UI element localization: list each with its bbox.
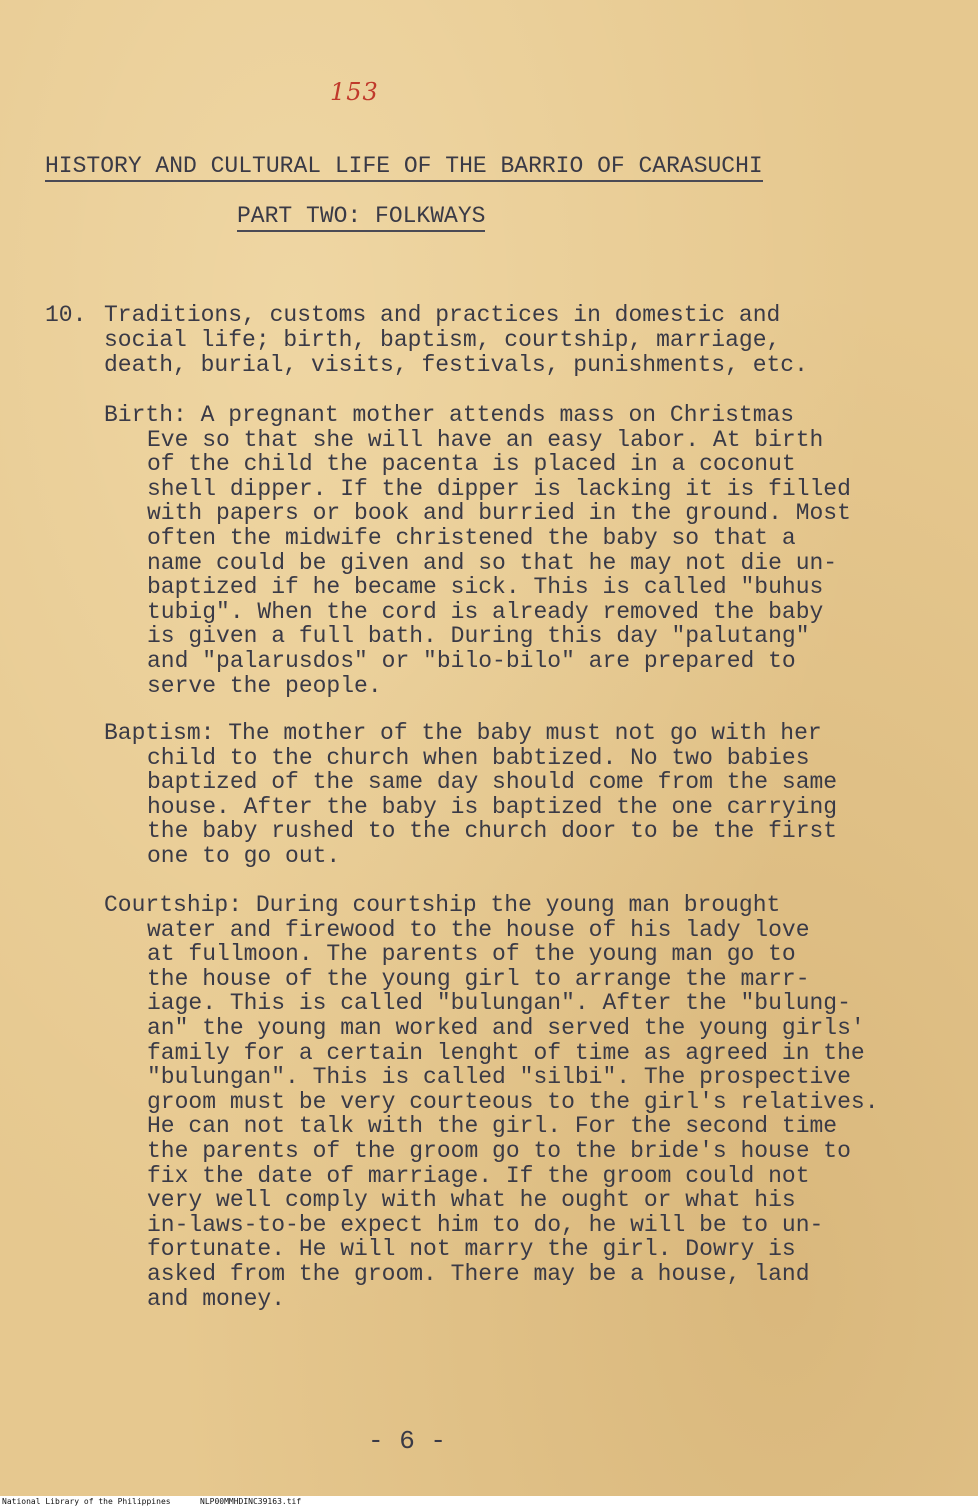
item-number: 10.	[45, 302, 87, 328]
paragraph-line: serve the people.	[147, 672, 382, 699]
paragraph-line: often the midwife christened the baby so that a	[147, 524, 796, 551]
handwritten-page-number: 153	[330, 78, 379, 106]
paragraph-line: water and firewood to the house of his lady love	[147, 916, 810, 943]
paragraph-line: asked from the groom. There may be a house, land	[147, 1260, 810, 1287]
paragraph-line: Birth: A pregnant mother attends mass on Christmas	[104, 402, 795, 428]
paragraph-line: house. After the baby is baptized the one carrying	[147, 793, 838, 820]
paragraph-line: the house of the young girl to arrange the marr-	[147, 965, 810, 992]
paragraph-line: an" the young man worked and served the young girls'	[147, 1014, 865, 1041]
paragraph-line: groom must be very courteous to the girl's relatives.	[147, 1088, 879, 1115]
paragraph-line: Baptism: The mother of the baby must not go with her	[104, 720, 822, 746]
paragraph-line: is given a full bath. During this day "palutang"	[147, 623, 810, 650]
item-heading-line: social life; birth, baptism, courtship, marriage,	[104, 327, 781, 353]
paragraph-line: Courtship: During courtship the young man brought	[104, 892, 781, 918]
file-id: NLP00MMHDINC39163.tif	[200, 1497, 302, 1506]
page-footer-number: - 6 -	[368, 1426, 447, 1456]
paragraph-line: the parents of the groom go to the bride's house to	[147, 1137, 851, 1164]
paragraph-line: and money.	[147, 1285, 286, 1312]
paragraph-line: baptized of the same day should come from the same	[147, 769, 838, 796]
paragraph-line: very well comply with what he ought or what his	[147, 1187, 796, 1214]
paragraph-line: Eve so that she will have an easy labor. At birth	[147, 426, 824, 453]
paragraph-line: fix the date of marriage. If the groom could not	[147, 1162, 810, 1189]
paragraph-line: in-laws-to-be expect him to do, he will be to un-	[147, 1211, 824, 1238]
item-heading	[104, 303, 808, 378]
paragraph-line: one to go out.	[147, 842, 341, 869]
item-heading-line: Traditions, customs and practices in domestic and	[104, 302, 781, 328]
archive-footer-strip	[0, 1496, 978, 1508]
paragraph-line: name could be given and so that he may not die un-	[147, 549, 838, 576]
paragraph-line: "bulungan". This is called "silbi". The prospective	[147, 1064, 851, 1091]
document-subtitle: PART TWO: FOLKWAYS	[237, 203, 485, 232]
document-title: HISTORY AND CULTURAL LIFE OF THE BARRIO OF CARASUCHI	[45, 153, 763, 182]
paragraph-line: He can not talk with the girl. For the second time	[147, 1113, 838, 1140]
paragraph-line: child to the church when babtized. No two babies	[147, 744, 810, 771]
paragraph-line: at fullmoon. The parents of the young man go to	[147, 941, 796, 968]
paragraph-line: family for a certain lenght of time as agreed in the	[147, 1039, 865, 1066]
paragraph-baptism	[104, 721, 837, 869]
paragraph-line: tubig". When the cord is already removed the baby	[147, 598, 824, 625]
library-credit: National Library of the Philippines	[2, 1497, 171, 1506]
item-heading-line: death, burial, visits, festivals, punishments, etc.	[104, 352, 808, 378]
paragraph-line: with papers or book and burried in the ground. Most	[147, 500, 851, 527]
paragraph-line: fortunate. He will not marry the girl. Dowry is	[147, 1236, 796, 1263]
paragraph-courtship	[104, 893, 879, 1311]
paragraph-line: and "palarusdos" or "bilo-bilo" are prepared to	[147, 647, 796, 674]
paragraph-line: of the child the pacenta is placed in a coconut	[147, 451, 796, 478]
paragraph-birth	[104, 403, 851, 698]
paragraph-line: the baby rushed to the church door to be the first	[147, 818, 838, 845]
paragraph-line: shell dipper. If the dipper is lacking it is filled	[147, 475, 851, 502]
paragraph-line: iage. This is called "bulungan". After the "bulung-	[147, 990, 851, 1017]
paragraph-line: baptized if he became sick. This is called "buhus	[147, 574, 824, 601]
